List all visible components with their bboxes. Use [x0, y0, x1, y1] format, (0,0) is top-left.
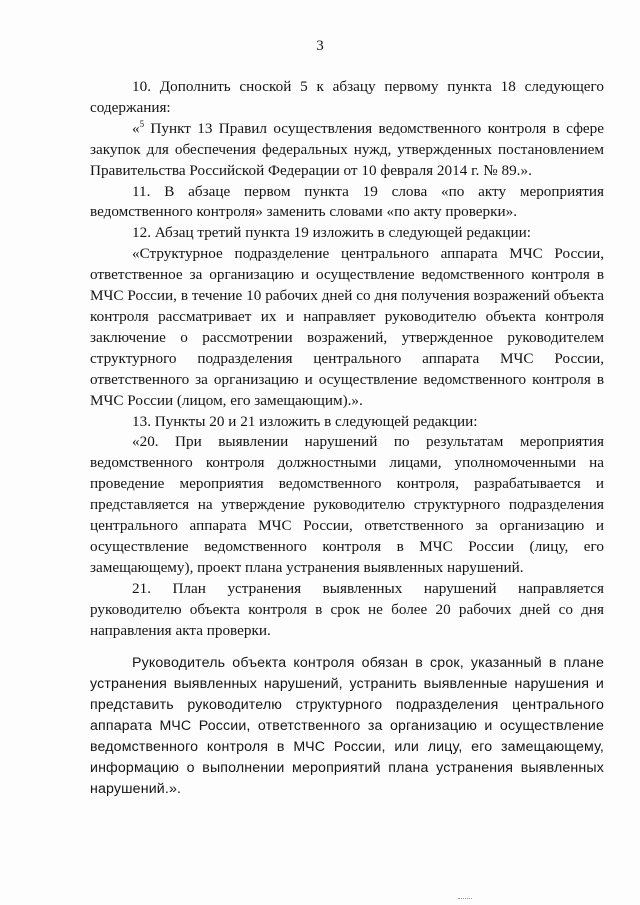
paragraph-footnote-5: [90, 119, 604, 182]
paragraph-item-12-quote: «Структурное подразделение центрального аппарата МЧС России, ответственное за организацию и осуществление ведомственного контроля в МЧС России, в течение 10 рабочих дней со дня получения возражений объекта контроля рассматривает их и направляет руководителю объекта контроля заключение о рассмотрении возражений, утвержденное руководителем структурного подразделения центрального аппарата МЧС России, ответственного за организацию и осуществление ведомственного контроля в МЧС России (лицом, его замещающим).».: [90, 245, 604, 409]
page-number: 3: [316, 38, 324, 54]
paragraph-point-21: 21. План устранения выявленных нарушений направляется руководителю объекта контроля в срок не более 20 рабочих дней со дня направления акта проверки.: [90, 579, 604, 639]
paragraph-item-10: 10. Дополнить сноской 5 к абзацу первому пункта 18 следующего содержания:: [90, 78, 604, 116]
paragraph-item-12: 12. Абзац третий пункта 19 изложить в следующей редакции:: [132, 224, 531, 242]
paragraph-item-11: 11. В абзаце первом пункта 19 слова «по акту мероприятия ведомственного контроля» заменить словами «по акту проверки».: [90, 182, 604, 221]
footnote-marker: 5: [139, 118, 145, 129]
scan-mark: [458, 898, 472, 901]
footnote-text: Пункт 13 Правил осуществления ведомственного контроля в сфере закупок для обеспечения федеральных нужд, утвержденных постановлением Правительства Российской Федерации от 10 февраля 2014 г. № 89.».: [90, 119, 604, 179]
paragraph-point-21-continued: Руководитель объекта контроля обязан в срок, указанный в плане устранения выявленных нарушений, устранить выявленные нарушения и представить руководителю структурного подразделения центрального аппарата МЧС России, ответственного за организацию и осуществление ведомственного контроля в МЧС России, или лицу, его замещающему, информацию о выполнении мероприятий плана устранения выявленных нарушений.».: [90, 655, 604, 797]
paragraph-item-13: 13. Пункты 20 и 21 изложить в следующей редакции:: [132, 412, 478, 430]
document-body: [90, 77, 604, 800]
quote-open: «: [132, 119, 140, 137]
paragraph-point-20: «20. При выявлении нарушений по результатам мероприятия ведомственного контроля должностными лицами, уполномоченными на проведение мероприятия ведомственного контроля, разрабатывается и представляется на утверждение руководителю структурного подразделения центрального аппарата МЧС России, ответственного за организацию и осуществление ведомственного контроля в МЧС России (лицу, его замещающему), проект плана устранения выявленных нарушений.: [90, 433, 604, 576]
